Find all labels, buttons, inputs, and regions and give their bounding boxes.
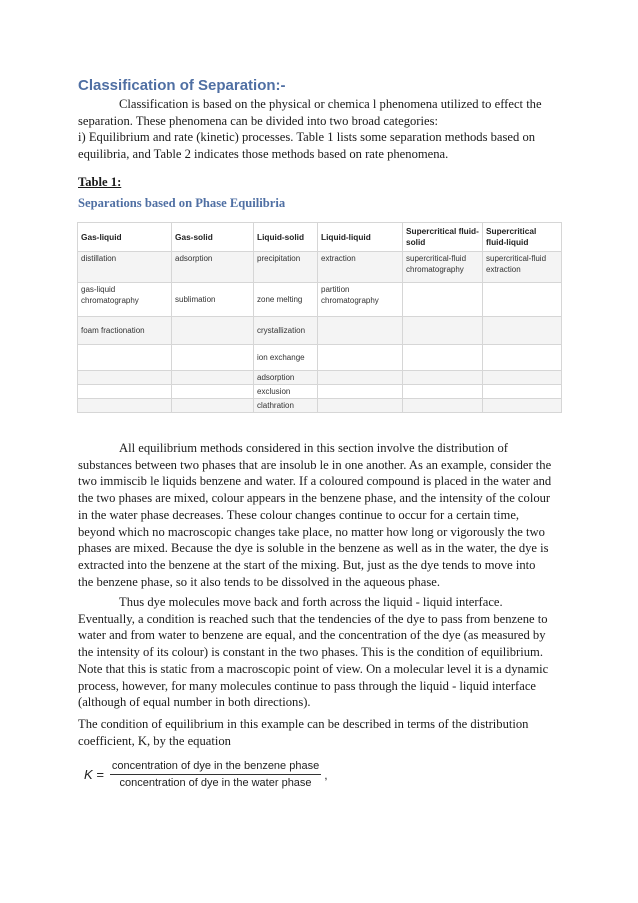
table-row: [78, 283, 562, 317]
table-cell: [78, 345, 172, 371]
table-cell: [403, 317, 483, 345]
table-cell: [403, 283, 483, 317]
table-cell: [403, 385, 483, 399]
paragraph-dye-molecules: [78, 594, 559, 711]
header-supercritical-fluid-solid: Supercritical fluid-solid: [403, 223, 483, 252]
intro-paragraph: [78, 96, 559, 163]
header-liquid-solid: Liquid-solid: [254, 223, 318, 252]
table-cell: [318, 399, 403, 413]
table-row: [78, 399, 562, 413]
text-line: equilibria, and Table 2 indicates those methods based on rate phenomena.: [78, 147, 449, 162]
table-cell: [318, 371, 403, 385]
table-cell: crystallization: [254, 317, 318, 345]
table-cell: sublimation: [172, 283, 254, 317]
text-line: phases are mixed. Because the dye is soluble in the benzene as well as in the water, the dye is: [78, 541, 549, 556]
equation-numerator: concentration of dye in the benzene phase: [110, 760, 321, 775]
table-cell: [483, 283, 562, 317]
table-cell: [403, 345, 483, 371]
equation-denominator: concentration of dye in the water phase: [119, 777, 312, 789]
table-row: [78, 345, 562, 371]
table-cell: [78, 399, 172, 413]
text-line: extracted into the benzene at the start of the mixing. But, just as the dye tends to move into: [78, 557, 536, 572]
table-cell: [172, 399, 254, 413]
table-cell: zone melting: [254, 283, 318, 317]
table-row: [78, 317, 562, 345]
header-gas-liquid: Gas-liquid: [78, 223, 172, 252]
separations-table: [77, 222, 562, 413]
table-cell: exclusion: [254, 385, 318, 399]
table-cell: [172, 385, 254, 399]
table-cell: [483, 385, 562, 399]
header-gas-solid: Gas-solid: [172, 223, 254, 252]
text-line: the intensity of its colour) is constant in the two phases. This is the condition of equilibrium.: [78, 645, 543, 660]
table-cell: extraction: [318, 252, 403, 283]
text-line: beyond which no macroscopic changes take place, no matter how long or vigorously the two: [78, 524, 545, 539]
text-line: in the water phase decreases. These colour changes continue to occur for a certain time,: [78, 507, 520, 522]
table-cell: [78, 371, 172, 385]
paragraph-distribution-coefficient: [78, 716, 559, 749]
text-line: two immiscib le liquids benzene and water. If a coloured compound is placed in the water and: [78, 474, 552, 489]
distribution-coefficient-equation: [84, 760, 328, 789]
text-line: separation. These phenomena can be divided into two broad categories:: [78, 113, 438, 128]
header-liquid-liquid: Liquid-liquid: [318, 223, 403, 252]
table-cell: precipitation: [254, 252, 318, 283]
table-cell: ion exchange: [254, 345, 318, 371]
text-line: the two phases are mixed, colour appears in the benzene phase, and the intensity of the colour: [78, 491, 551, 506]
table-cell: [172, 345, 254, 371]
table-cell: [172, 371, 254, 385]
text-line: water and from water to benzene are equal, and the concentration of the dye (as measured by: [78, 628, 546, 643]
text-line: The condition of equilibrium in this example can be described in terms of the distribution: [78, 717, 529, 731]
text-line: Eventually, a condition is reached such that the tendencies of the dye to pass from benzene to: [78, 611, 548, 626]
table-cell: supercritical-fluid extraction: [483, 252, 562, 283]
text-line: Classification is based on the physical or chemica l phenomena utilized to effect the: [119, 97, 542, 111]
text-line: Note that this is static from a macroscopic point of view. On a molecular level it is a dynamic: [78, 661, 549, 676]
table-cell: [483, 345, 562, 371]
equation-lhs: K =: [84, 767, 104, 782]
text-line: (although of equal number in both directions).: [78, 695, 311, 710]
table-cell: [318, 385, 403, 399]
paragraph-equilibrium-methods: [78, 440, 559, 590]
text-line: the benzene phase, so it also tends to be dissolved in the aqueous phase.: [78, 574, 440, 589]
text-line: Thus dye molecules move back and forth across the liquid - liquid interface.: [119, 595, 503, 609]
table-cell: [403, 399, 483, 413]
table-cell: distillation: [78, 252, 172, 283]
table-row: [78, 371, 562, 385]
table-cell: [172, 317, 254, 345]
table-row: [78, 252, 562, 283]
section-heading: Classification of Separation:-: [78, 77, 286, 94]
table-cell: [403, 371, 483, 385]
table-cell: [318, 345, 403, 371]
table-subtitle: Separations based on Phase Equilibria: [78, 196, 286, 210]
table-cell: [483, 399, 562, 413]
text-line: i) Equilibrium and rate (kinetic) processes. Table 1 lists some separation methods based on: [78, 130, 536, 145]
text-line: substances between two phases that are insolub le in one another. As an example, consider the: [78, 457, 552, 472]
table-cell: [483, 371, 562, 385]
equation-fraction: [110, 760, 321, 789]
table-cell: foam fractionation: [78, 317, 172, 345]
header-supercritical-fluid-liquid: Supercritical fluid-liquid: [483, 223, 562, 252]
table-cell: supercritical-fluid chromatography: [403, 252, 483, 283]
table-cell: adsorption: [172, 252, 254, 283]
text-line: All equilibrium methods considered in this section involve the distribution of: [119, 441, 508, 455]
text-line: process, however, for many molecules continue to pass through the liquid - liquid interface: [78, 678, 536, 693]
text-line: coefficient, K, by the equation: [78, 733, 231, 748]
table-cell: [483, 317, 562, 345]
table-header-row: [78, 223, 562, 252]
table-label: Table 1:: [78, 175, 122, 189]
table-cell: partition chromatography: [318, 283, 403, 317]
table-cell: [78, 385, 172, 399]
table-cell: clathration: [254, 399, 318, 413]
equation-trailing-comma: ,: [324, 767, 328, 782]
table-cell: gas-liquid chromatography: [78, 283, 172, 317]
table-cell: adsorption: [254, 371, 318, 385]
table-row: [78, 385, 562, 399]
table-cell: [318, 317, 403, 345]
